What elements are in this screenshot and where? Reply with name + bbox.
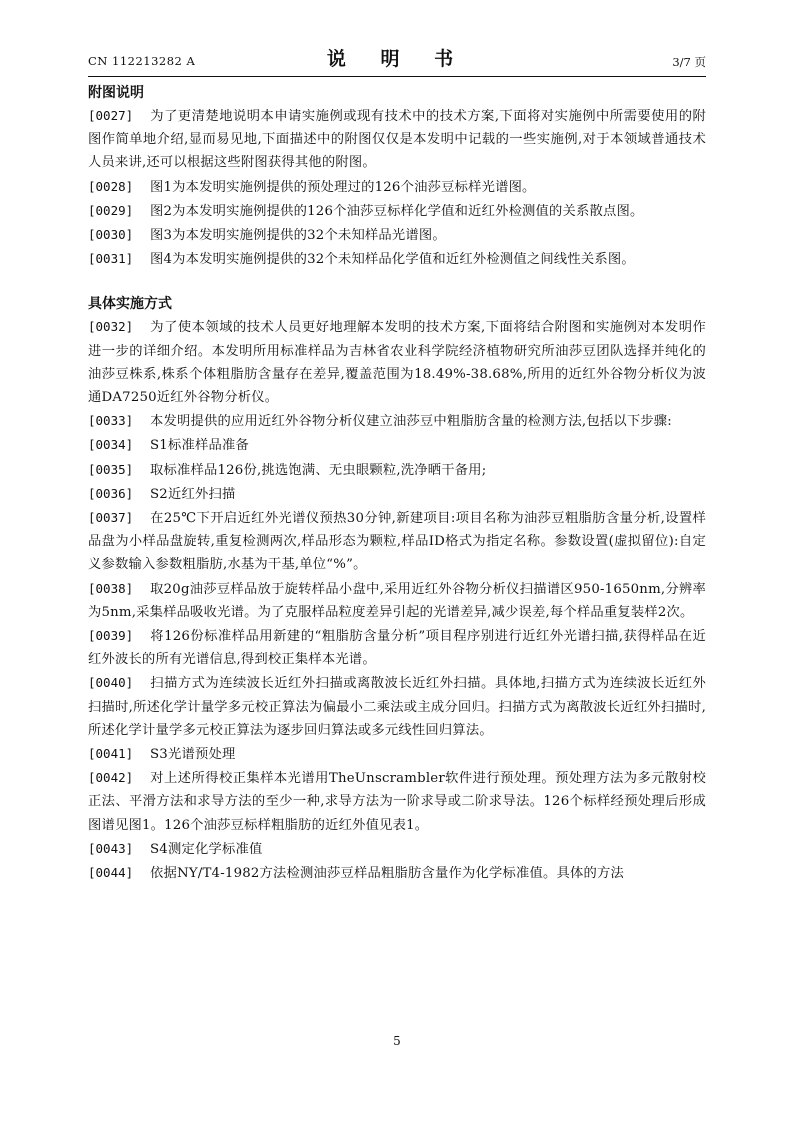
paragraph-text: 扫描方式为连续波长近红外扫描或离散波长近红外扫描。具体地,扫描方式为连续波长近红外扫描时,所述化学计量学多元校正算法为偏最小二乘法或主成分回归。扫描方式为离散波长近红外扫描时,所述化学计量学多元校正算法为逐步回归算法或多元线性回归算法。 [88,676,706,738]
paragraph-text: 在25℃下开启近红外光谱仪预热30分钟,新建项目:项目名称为油莎豆粗脂肪含量分析,设置样品盘为小样品盘旋转,重复检测两次,样品形态为颗粒,样品ID格式为指定名称。参数设置(虚拟留位):自定义参数输入参数粗脂肪,水基为干基,单位“%”。 [88,511,706,573]
paragraph-number: [0040] [88,675,134,691]
paragraph-text: S3光谱预处理 [150,747,236,763]
paragraph-number: [0028] [88,178,134,194]
paragraph [88,458,706,482]
paragraph-text: 图2为本发明实施例提供的126个油莎豆标样化学值和近红外检测值的关系散点图。 [150,203,644,219]
paragraph-text: S4测定化学标准值 [150,841,263,857]
paragraph [88,175,706,199]
paragraph [88,482,706,506]
paragraph-number: [0041] [88,746,134,762]
paragraph [88,577,706,624]
document-type-title: 说 明 书 [326,48,468,70]
paragraph-number: [0039] [88,628,134,644]
paragraph-number: [0033] [88,413,134,429]
paragraph [88,624,706,671]
page-header [88,44,706,74]
paragraph [88,742,706,766]
paragraph [88,861,706,885]
paragraph-text: 取20g油莎豆样品放于旋转样品小盘中,采用近红外谷物分析仪扫描谱区950-1650nm,分辨率为5nm,采集样品吸收光谱。为了克服样品粒度差异引起的光谱差异,减少误差,每个样品重复装样2次。 [88,581,706,620]
paragraph-number: [0035] [88,461,134,477]
paragraph-number: [0037] [88,510,134,526]
paragraph-text: 本发明提供的应用近红外谷物分析仪建立油莎豆中粗脂肪含量的检测方法,包括以下步骤: [150,414,672,430]
paragraph-text: 将126份标准样品用新建的“粗脂肪含量分析”项目程序别进行近红外光谱扫描,获得样品在近红外波长的所有光谱信息,得到校正集样本光谱。 [88,629,706,668]
paragraph-number: [0044] [88,865,134,881]
page-number: 5 [393,1034,401,1048]
paragraph-number: [0038] [88,580,134,596]
paragraph-number: [0043] [88,840,134,856]
paragraph-text: S1标准样品准备 [150,438,249,454]
patent-number: CN 112213282 A [88,54,196,68]
paragraph [88,199,706,223]
section-title-embodiments: 具体实施方式 [88,296,172,313]
page-reference: 3/7 页 [672,55,706,69]
paragraph-text: 为了更清楚地说明本申请实施例或现有技术中的技术方案,下面将对实施例中所需要使用的附图作简单地介绍,显而易见地,下面描述中的附图仅仅是本发明中记载的一些实施例,对于本领域普通技术人员来讲,还可以根据这些附图获得其他的附图。 [88,109,706,171]
paragraph-number: [0042] [88,770,134,786]
paragraph-number: [0034] [88,437,134,453]
paragraph [88,315,706,409]
paragraph-text: 图3为本发明实施例提供的32个未知样品光谱图。 [150,228,446,244]
paragraph-number: [0029] [88,202,134,218]
paragraph [88,409,706,433]
paragraph [88,766,706,837]
paragraph-number: [0036] [88,485,134,501]
paragraph-number: [0032] [88,319,134,335]
paragraph-text: S2近红外扫描 [150,486,236,502]
paragraph-text: 对上述所得校正集样本光谱用TheUnscrambler软件进行预处理。预处理方法为多元散射校正法、平滑方法和求导方法的至少一种,求导方法为一阶求导或二阶求导法。126个标样经预处理后形成图谱见图1。126个油莎豆标样粗脂肪的近红外值见表1。 [88,771,706,833]
paragraph-number: [0030] [88,227,134,243]
paragraph [88,671,706,742]
section-title-drawings: 附图说明 [88,85,144,101]
paragraph [88,247,706,271]
paragraph [88,506,706,577]
paragraph-text: 图1为本发明实施例提供的预处理过的126个油莎豆标样光谱图。 [150,179,536,195]
section-spacer [88,271,706,293]
paragraph-text: 取标准样品126份,挑选饱满、无虫眼颗粒,洗净晒干备用; [150,462,487,478]
paragraph [88,433,706,457]
header-divider [88,76,706,77]
paragraph-number: [0027] [88,108,134,123]
paragraph-number: [0031] [88,251,134,267]
document-body [88,82,706,885]
paragraph [88,837,706,861]
paragraph-text: 为了使本领域的技术人员更好地理解本发明的技术方案,下面将结合附图和实施例对本发明作进一步的详细介绍。本发明所用标准样品为吉林省农业科学院经济植物研究所油莎豆团队选择并纯化的油莎豆株系,株系个体粗脂肪含量存在差异,覆盖范围为18.49%-38.68%,所用的近红外谷物分析仪为波通DA7250近红外谷物分析仪。 [88,320,706,406]
paragraph-text: 依据NY/T4-1982方法检测油莎豆样品粗脂肪含量作为化学标准值。具体的方法 [150,866,624,882]
paragraph [88,104,706,175]
paragraph-text: 图4为本发明实施例提供的32个未知样品化学值和近红外检测值之间线性关系图。 [150,252,635,268]
paragraph [88,223,706,247]
